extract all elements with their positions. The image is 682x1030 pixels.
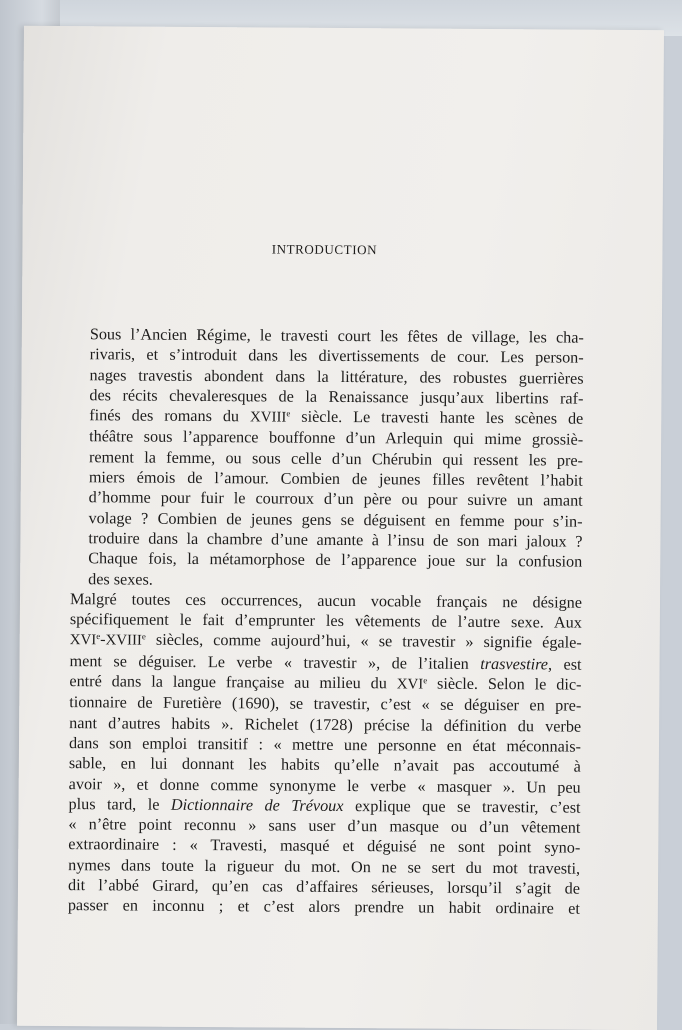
text-line: Sous l’Ancien Régime, le travesti court les fêtes de village, les cha-: [89, 325, 584, 347]
text-line: passer en inconnu ; et c’est alors prendre un habit ordinaire et: [67, 896, 580, 918]
text-line: dit l’abbé Girard, qu’en cas d’affaires sérieuses, lorsqu’il s’agit de: [67, 876, 581, 898]
text-line: des sexes.: [88, 569, 153, 589]
text-line: XVIe-XVIIIe siècles, comme aujourd’hui, « se travestir » signifie égale-: [69, 630, 582, 653]
text-line: finés des romans du XVIIIe siècle. Le travesti hante les scènes de: [89, 406, 584, 428]
text-line: rement la femme, ou sous celle d’un Chérubin qui ressent les pre-: [88, 448, 584, 470]
text-line: nymes dans toute la rigueur du mot. On ne se sert du mot travesti,: [68, 855, 581, 878]
text-line: volage ? Combien de jeunes gens se déguisent en femme pour s’in-: [88, 508, 583, 531]
text-line: nages travestis abondent dans la littérature, des robustes guerrières: [89, 365, 584, 388]
page-content: [60, 240, 585, 919]
text-line: théâtre sous l’apparence bouffonne d’un Arlequin qui mime grossiè-: [89, 427, 584, 450]
text-line: Malgré toutes ces occurrences, aucun vocable français ne désigne: [69, 589, 583, 612]
text-line: troduire dans la chambre d’une amante à l’insu de son mari jaloux ?: [88, 529, 583, 551]
paragraph-1: [62, 324, 584, 592]
text-line: ment se déguiser. Le verbe « travestir », de l’italien trasvestire, est: [69, 651, 582, 674]
text-line: rivaris, et s’introduit dans les divertissements de cour. Les person-: [89, 345, 584, 367]
text-line: spécifiquement le fait d’emprunter les vêtements de l’autre sexe. Aux: [69, 610, 582, 632]
text-line: tionnaire de Furetière (1690), se travestir, c’est « se déguiser en pre-: [69, 693, 582, 716]
text-line: entré dans la langue française au milieu du XVIe siècle. Selon le dic-: [69, 672, 582, 694]
text-line: sable, en lui donnant les habits qu’elle n’avait pas accoutumé à: [68, 754, 581, 776]
text-line: d’homme pour fuir le courroux d’un père ou pour suivre un amant: [88, 488, 583, 511]
text-line: extraordinaire : « Travesti, masqué et déguisé ne sont point syno-: [68, 835, 581, 858]
text-line: miers émois de l’amour. Combien de jeunes filles revêtent l’habit: [88, 468, 583, 490]
text-line: « n’être point reconnu » sans user d’un masque ou d’un vêtement: [68, 815, 581, 837]
text-line: plus tard, le Dictionnaire de Trévoux explique que se travestir, c’est: [68, 794, 581, 817]
body-text: [60, 324, 584, 919]
page-heading: INTRODUCTION: [271, 241, 378, 258]
text-line: nant d’autres habits ». Richelet (1728) précise la définition du verbe: [69, 713, 582, 736]
text-line: Chaque fois, la métamorphose de l’apparence joue sur la confusion: [88, 549, 583, 571]
book-page: [17, 26, 664, 1030]
paragraph-2: [60, 589, 582, 919]
text-line: dans son emploi transitif : « mettre une personne en état méconnais-: [68, 734, 582, 756]
text-line: des récits chevaleresques de la Renaissance jusqu’aux libertins raf-: [89, 386, 584, 408]
text-line: avoir », et donne comme synonyme le verbe « masquer ». Un peu: [68, 774, 581, 797]
